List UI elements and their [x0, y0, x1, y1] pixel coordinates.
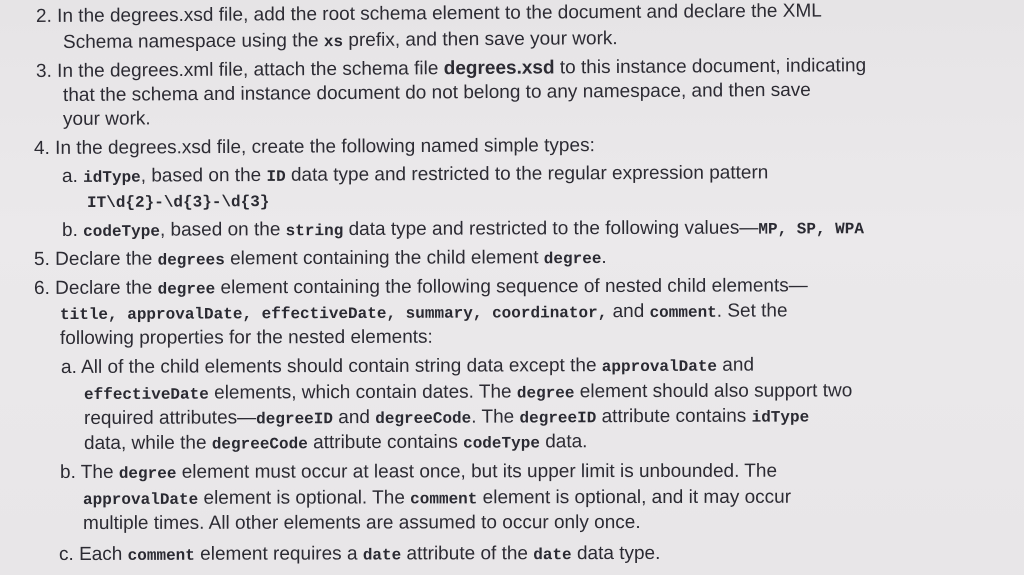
item-5-number: 5.: [33, 248, 50, 270]
item-6a-text-2: and: [722, 354, 755, 376]
item-5-text-b: element containing the child element: [230, 247, 539, 270]
item-4a-text-2: data type and restricted to the regular expression pattern: [290, 162, 769, 186]
item-4b-text-2: data type and restricted to the following values—: [348, 217, 759, 240]
degreecode-code: degreeCode: [375, 409, 472, 428]
item-6b-letter: b.: [59, 461, 76, 483]
item-6-line-3: [60, 326, 433, 350]
item-6a-line-1: [61, 354, 754, 381]
item-6c-line-1: [59, 542, 660, 568]
comment-code-2: comment: [410, 490, 478, 509]
degreeid-code-2: degreeID: [519, 409, 597, 428]
item-3-text-c: that the schema and instance document do not belong to any namespace, and then save: [62, 79, 811, 106]
item-6c-text-4: data type.: [576, 542, 661, 565]
item-6a-text-1: All of the child elements should contain string data except the: [81, 355, 597, 378]
item-6a-text-6: and: [338, 407, 370, 429]
degreeid-code: degreeID: [256, 410, 334, 429]
item-4-text-a: In the degrees.xsd file, create the following named simple types:: [55, 135, 595, 159]
degree-code-4: degree: [118, 464, 177, 483]
item-6a-line-2: [84, 379, 852, 407]
item-6-text-a: Declare the: [55, 277, 153, 299]
item-2-text-c: prefix, and then save your work.: [348, 28, 618, 52]
item-6c-letter: c.: [58, 543, 74, 565]
degree-code-3: degree: [516, 384, 575, 403]
item-2-text-a: In the degrees.xsd file, add the root schema element to the document and declare the XML: [57, 0, 822, 27]
item-2-line-1: [36, 0, 822, 28]
child-elements-code: title, approvalDate, effectiveDate, summary, coordinator,: [59, 304, 608, 324]
item-5-text-c: .: [601, 247, 607, 269]
approvaldate-code-2: approvalDate: [82, 490, 199, 509]
item-4b-letter: b.: [61, 219, 78, 241]
codetype-code-2: codeType: [463, 434, 540, 453]
schema-filename: degrees.xsd: [443, 57, 555, 80]
degreecode-code-2: degreeCode: [211, 435, 308, 454]
degree-code-2: degree: [157, 280, 216, 299]
item-6-text-e: following properties for the nested elements:: [59, 326, 433, 349]
item-6a-text-7: . The: [471, 406, 515, 428]
item-3-text-a: In the degrees.xml file, attach the schema file: [57, 58, 439, 82]
xs-prefix-code: xs: [323, 33, 344, 52]
item-4a-line-1: [62, 161, 768, 190]
item-6c-text-1: Each: [79, 543, 123, 565]
item-6b-text-1: The: [80, 461, 114, 483]
comment-code: comment: [649, 303, 717, 322]
item-4a-line-2: [87, 189, 270, 215]
item-6c-text-2: element requires a: [200, 543, 358, 565]
item-6c-text-3: attribute of the: [406, 543, 528, 565]
item-3-number: 3.: [35, 60, 52, 82]
codetype-code: codeType: [83, 222, 160, 241]
effectivedate-code: effectiveDate: [83, 385, 209, 404]
item-6-line-2: [60, 299, 788, 327]
item-4b-line-1: [62, 216, 864, 244]
values-code: MP, SP, WPA: [758, 220, 865, 239]
item-6b-text-3: element is optional. The: [203, 487, 405, 509]
item-6a-text-9: data, while the: [83, 432, 207, 454]
item-6a-letter: a.: [60, 356, 77, 378]
id-code: ID: [266, 167, 286, 186]
item-5-line-1: [34, 246, 607, 273]
approvaldate-code: approvalDate: [601, 357, 718, 377]
item-4a-text-1: , based on the: [140, 164, 262, 187]
item-6a-text-5: required attributes—: [83, 407, 257, 429]
item-6b-text-5: multiple times. All other elements are assumed to occur only once.: [82, 512, 641, 534]
item-6a-line-4: [84, 430, 588, 457]
item-6a-line-3: [84, 404, 809, 432]
item-4-number: 4.: [33, 137, 50, 159]
item-3-text-d: your work.: [62, 108, 151, 130]
item-4b-text-1: , based on the: [159, 219, 281, 241]
item-6b-line-3: [83, 511, 641, 535]
item-6-text-c: and: [612, 300, 645, 323]
item-5-text-a: Declare the: [55, 248, 153, 270]
idtype-code: idType: [83, 168, 141, 187]
item-6-text-d: . Set the: [716, 300, 788, 322]
item-3-text-b: to this instance document, indicating: [559, 55, 867, 79]
item-6a-text-4: element should also support two: [579, 380, 853, 403]
item-6a-text-11: data.: [545, 431, 588, 453]
comment-code-3: comment: [127, 546, 195, 565]
item-6b-line-1: [60, 460, 777, 486]
date-code: date: [362, 546, 402, 565]
degrees-code: degrees: [157, 251, 225, 270]
item-4a-letter: a.: [61, 165, 78, 187]
item-6b-line-2: [83, 486, 791, 512]
item-2-number: 2.: [35, 5, 52, 27]
degree-code: degree: [543, 250, 602, 269]
item-2-text-b: Schema namespace using the: [62, 30, 319, 53]
item-6-text-b: element containing the following sequence of nested child elements—: [220, 275, 808, 299]
item-2-line-2: [63, 27, 618, 56]
idtype-code-2: idType: [751, 408, 810, 427]
item-6a-text-10: attribute contains: [313, 431, 458, 454]
item-6a-text-8: attribute contains: [601, 405, 747, 428]
item-4-line-1: [34, 134, 595, 160]
item-6b-text-4: element is optional, and it may occur: [482, 486, 792, 509]
item-6b-text-2: element must occur at least once, but its upper limit is unbounded. The: [181, 460, 778, 483]
item-3-line-2: [63, 79, 811, 107]
string-code: string: [285, 222, 344, 241]
item-3-line-3: [63, 107, 151, 131]
regex-pattern-code: IT\d{2}-\d{3}-\d{3}: [86, 193, 270, 212]
item-6a-text-3: elements, which contain dates. The: [214, 381, 512, 404]
item-6-number: 6.: [33, 277, 50, 299]
item-6-line-1: [34, 274, 808, 302]
date-code-2: date: [533, 546, 572, 565]
